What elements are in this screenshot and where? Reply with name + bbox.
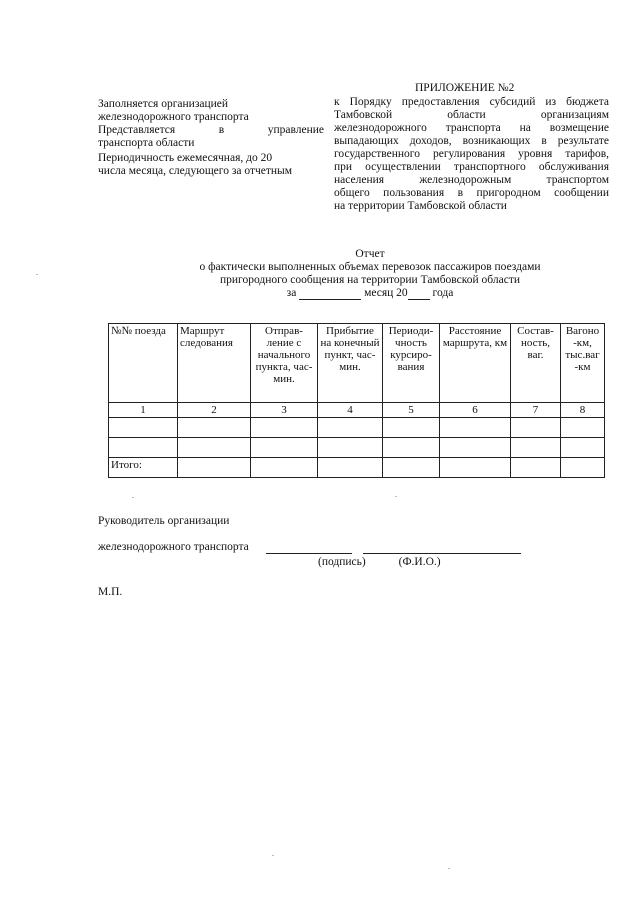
- signature-caption: (подпись): [318, 556, 366, 568]
- table-cell[interactable]: [178, 458, 251, 478]
- submission-line: железнодорожного транспорта: [98, 111, 249, 123]
- column-number: 4: [318, 403, 383, 418]
- scan-speck: [132, 497, 134, 498]
- fio-caption: (Ф.И.О.): [398, 556, 441, 568]
- header-cell: Вагоно -км, тыс.ваг -км: [561, 324, 605, 403]
- table-cell[interactable]: [511, 418, 561, 438]
- table-cell[interactable]: [440, 438, 511, 458]
- table-cell[interactable]: [511, 458, 561, 478]
- header-cell: №№ поезда: [109, 324, 178, 403]
- periodicity-line: числа месяца, следующего за отчетным: [98, 165, 293, 177]
- signer-org: железнодорожного транспорта: [98, 541, 249, 553]
- signer-line: [98, 541, 521, 554]
- periodicity-line: Периодичность ежемесячная, до 20: [98, 152, 273, 164]
- table-cell[interactable]: [318, 458, 383, 478]
- fio-blank[interactable]: [363, 542, 521, 554]
- report-subtitle: о фактически выполненных объемах перевозок пассажиров поездами: [199, 261, 541, 273]
- signature-block: [98, 515, 521, 569]
- table-cell[interactable]: [318, 418, 383, 438]
- table-header-row: [109, 324, 605, 403]
- report-heading: [100, 248, 640, 300]
- table-cell[interactable]: [383, 438, 440, 458]
- reference-line: на территории Тамбовской области: [334, 200, 507, 212]
- month-blank[interactable]: [299, 288, 361, 300]
- header-cell: Отправ- ление с начального пункта, час-мин.: [251, 324, 318, 403]
- reference-line: Тамбовской области организациям: [334, 109, 609, 121]
- table-cell[interactable]: [251, 438, 318, 458]
- report-table: [108, 323, 605, 478]
- submission-word: управление: [267, 124, 324, 136]
- signer-title: Руководитель организации: [98, 515, 230, 527]
- column-number: 6: [440, 403, 511, 418]
- column-number: 1: [109, 403, 178, 418]
- table-cell[interactable]: [440, 418, 511, 438]
- signature-captions: [98, 556, 521, 569]
- scan-speck: [272, 855, 274, 856]
- table-cell[interactable]: [178, 438, 251, 458]
- reference-line: государственного регулирования уровня тарифов,: [334, 148, 609, 160]
- year-blank[interactable]: [408, 288, 430, 300]
- table-cell[interactable]: [561, 438, 605, 458]
- submission-word: в: [218, 124, 225, 136]
- submission-line: Заполняется организацией: [98, 98, 229, 110]
- column-number: 8: [561, 403, 605, 418]
- table-cell[interactable]: [251, 418, 318, 438]
- column-number-row: [109, 403, 605, 418]
- stamp-place: М.П.: [98, 586, 123, 598]
- table-cell[interactable]: [561, 418, 605, 438]
- table-cell[interactable]: [383, 458, 440, 478]
- header-cell: Маршрут следования: [178, 324, 251, 403]
- period-prefix: за: [286, 287, 297, 299]
- header-cell: Расстояние маршрута, км: [440, 324, 511, 403]
- submission-line: транспорта области: [98, 137, 195, 149]
- appendix-title: ПРИЛОЖЕНИЕ №2: [415, 82, 515, 94]
- period-month: месяц 20: [364, 287, 408, 299]
- report-title: Отчет: [355, 248, 385, 260]
- scan-speck: [395, 496, 397, 497]
- report-subtitle: пригородного сообщения на территории Тамбовской области: [220, 274, 520, 286]
- table-cell[interactable]: [318, 438, 383, 458]
- table-row: [109, 418, 605, 438]
- submission-word: Представляется: [98, 124, 176, 136]
- table-cell[interactable]: [178, 418, 251, 438]
- signature-blank[interactable]: [266, 542, 352, 554]
- table-cell[interactable]: [251, 458, 318, 478]
- column-number: 7: [511, 403, 561, 418]
- reference-line: к Порядку предоставления субсидий из бюджета: [334, 96, 609, 108]
- table-cell[interactable]: [440, 458, 511, 478]
- header-cell: Периоди- чность курсиро- вания: [383, 324, 440, 403]
- header-cell: Состав- ность, ваг.: [511, 324, 561, 403]
- header-cell: Прибытие на конечный пункт, час-мин.: [318, 324, 383, 403]
- scan-speck: [36, 274, 38, 275]
- column-number: 5: [383, 403, 440, 418]
- reference-line: железнодорожного транспорта на возмещение: [334, 122, 609, 134]
- column-number: 2: [178, 403, 251, 418]
- reference-line: общего пользования в пригородном сообщении: [334, 187, 609, 199]
- scan-speck: [448, 868, 450, 869]
- column-number: 3: [251, 403, 318, 418]
- period-suffix: года: [432, 287, 454, 299]
- table-cell[interactable]: [109, 438, 178, 458]
- reference-line: при осуществлении транспортного обслуживания: [334, 161, 609, 173]
- table-cell[interactable]: [383, 418, 440, 438]
- submission-info: [98, 98, 324, 178]
- appendix-reference: [334, 96, 609, 213]
- submission-line: [98, 124, 324, 137]
- table-cell[interactable]: [561, 458, 605, 478]
- total-label: Итого:: [109, 458, 178, 478]
- report-period: [100, 287, 640, 300]
- table-cell[interactable]: [109, 418, 178, 438]
- reference-line: выпадающих доходов, возникающих в результате: [334, 135, 609, 147]
- table-row: [109, 438, 605, 458]
- reference-line: населения железнодорожным транспортом: [334, 174, 609, 186]
- total-row: [109, 458, 605, 478]
- table-cell[interactable]: [511, 438, 561, 458]
